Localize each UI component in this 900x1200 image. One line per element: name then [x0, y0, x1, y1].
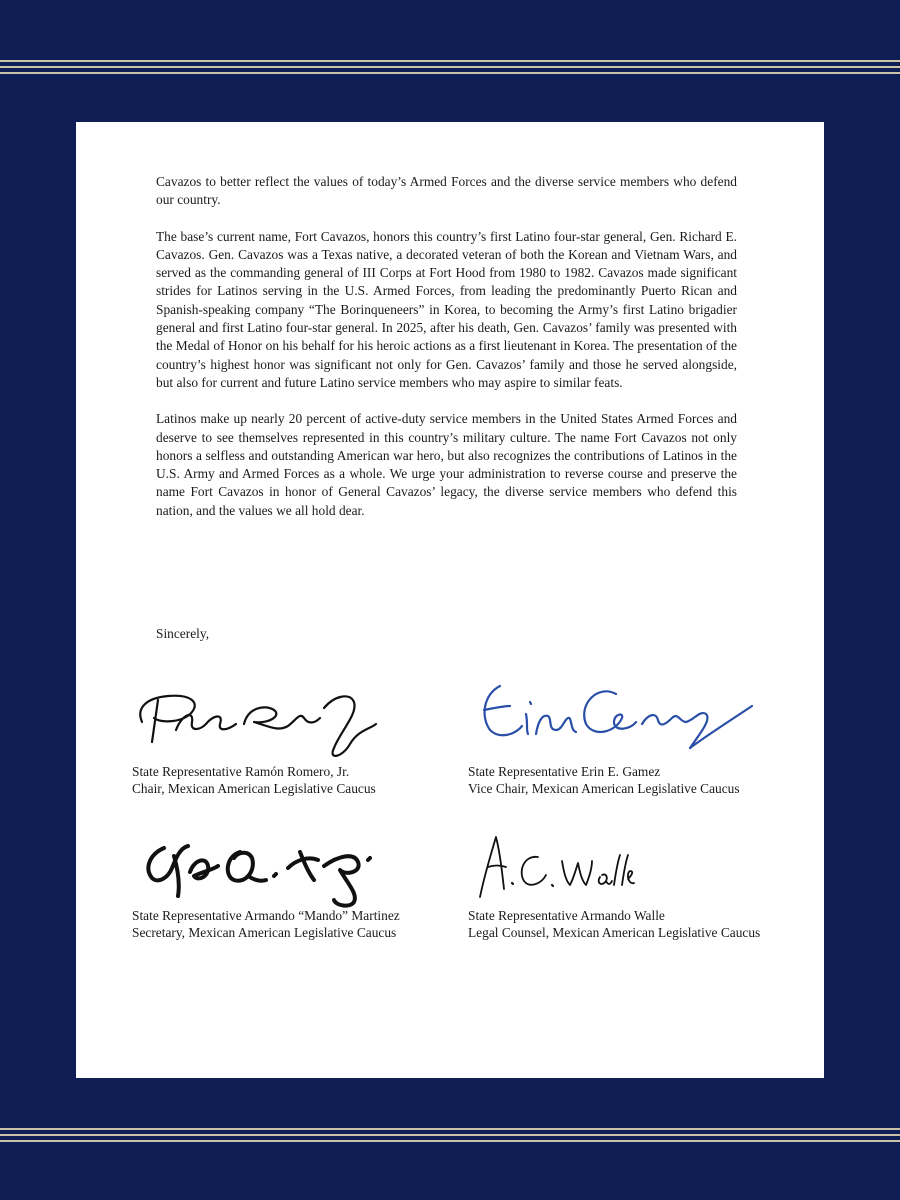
signer-walle [468, 907, 760, 941]
signature-romero-icon [128, 672, 378, 762]
signer-role: Secretary, Mexican American Legislative Caucus [132, 925, 397, 940]
signer-martinez [132, 907, 400, 941]
signer-name: State Representative Erin E. Gamez [468, 764, 661, 779]
signer-gamez [468, 763, 740, 797]
paragraph-1: Cavazos to better reflect the values of today’s Armed Forces and the diverse service members who defend our country. [156, 174, 737, 208]
signature-gamez-icon [466, 674, 756, 759]
signer-role: Chair, Mexican American Legislative Caucus [132, 781, 376, 796]
bottom-border-stripes [0, 1128, 900, 1144]
top-border-stripes [0, 60, 900, 76]
signer-role: Legal Counsel, Mexican American Legislative Caucus [468, 925, 761, 940]
signer-romero [132, 763, 376, 797]
signature-walle-icon [466, 827, 636, 902]
paragraph-3: Latinos make up nearly 20 percent of active-duty service members in the United States Armed Forces and deserve to see themselves represented in this country’s military culture. The name Fort Cavazos not only honors a selfless and outstanding American war hero, but also recognizes the contributions of Latinos in the U.S. Army and Armed Forces as a whole. We urge your administration to reverse course and preserve the name Fort Cavazos in honor of General Cavazos’ legacy, the diverse service members who defend this nation, and the values we all hold dear. [156, 411, 737, 518]
signer-name: State Representative Ramón Romero, Jr. [132, 764, 350, 779]
signer-name: State Representative Armando Walle [468, 908, 665, 923]
signer-name: State Representative Armando “Mando” Martinez [132, 908, 400, 923]
signer-role: Vice Chair, Mexican American Legislative Caucus [468, 781, 740, 796]
paragraph-2: The base’s current name, Fort Cavazos, honors this country’s first Latino four-star general, Gen. Richard E. Cavazos. Gen. Cavazos was a Texas native, a decorated veteran of both the Korean and Vietnam Wars, and served as the commanding general of III Corps at Fort Hood from 1980 to 1982. Cavazos made significant strides for Latinos serving in the U.S. Armed Forces, from leading the predominantly Puerto Rican and Spanish-speaking company “The Borinqueneers” in Korea, to becoming the Army’s first Latino brigadier general and first Latino four-star general. In 2025, after his death, Gen. Cavazos’ family was presented with the Medal of Honor on his behalf for his heroic actions as a first lieutenant in Korea. The presentation of the country’s highest honor was significant not only for Gen. Cavazos’ family and those he served alongside, but also for current and future Latino service members who may aspire to similar feats. [156, 228, 737, 390]
signature-martinez-icon [128, 822, 388, 907]
closing-salutation: Sincerely, [156, 626, 210, 641]
letter-body [156, 173, 737, 538]
letter-page [76, 122, 824, 1078]
